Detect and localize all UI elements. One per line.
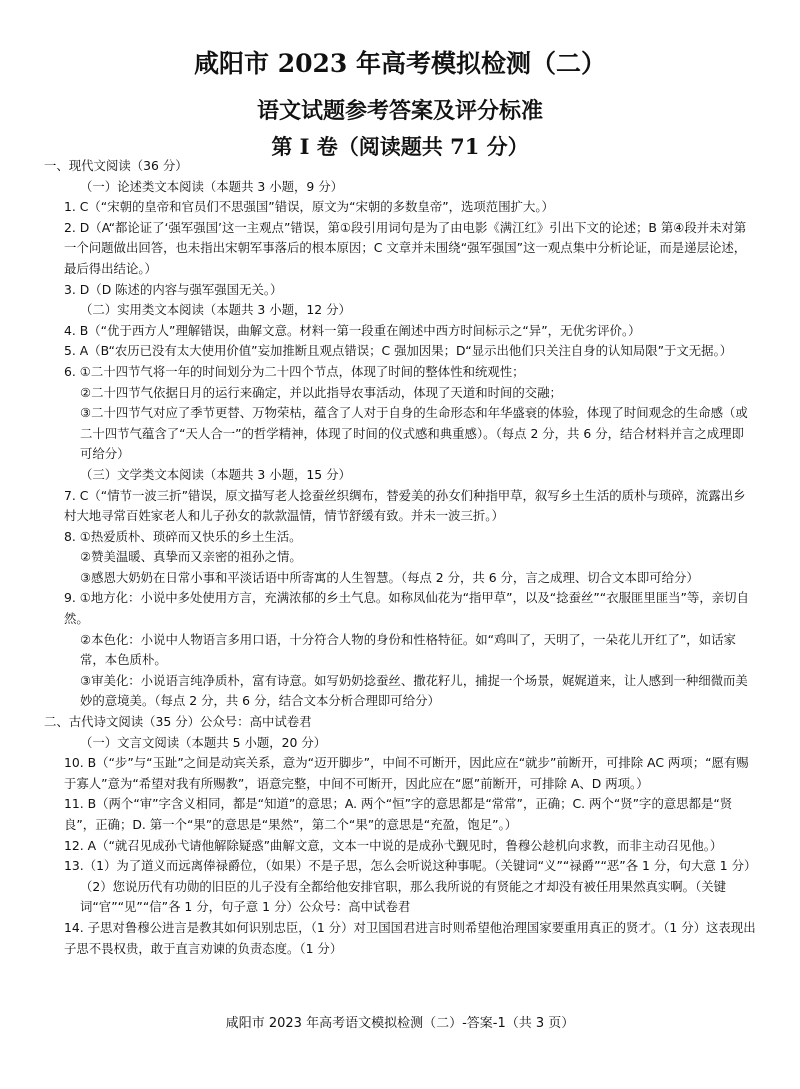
answer-line: ③感恩大奶奶在日常小事和平淡话语中所寄寓的人生智慧。（每点 2 分，共 6 分，言之成理、切合文本即可给分） — [80, 569, 699, 585]
answer-line: 8. ①热爱质朴、琐碎而又快乐的乡土生活。 — [64, 528, 302, 544]
answer-line: 1. C（“宋朝的皇帝和官员们不思强国”错误，原文为“宋朝的多数皇帝”，选项范围扩大。） — [64, 199, 554, 215]
subsection-heading: （一）论述类文本阅读（本题共 3 小题，9 分） — [80, 178, 344, 194]
section-heading: 一、现代文阅读（36 分） — [44, 158, 188, 173]
section-heading: 二、古代诗文阅读（35 分）公众号：高中试卷君 — [44, 714, 312, 730]
document-title: 咸阳市 2023 年高考模拟检测（二） — [194, 49, 606, 78]
answer-line: 7. C（“情节一波三折”错误，原文描写老人捻蚕丝织绸布，替爱美的孙女们种指甲草，叙写乡土生活的质朴与琐碎，流露出乡村大地寻常百姓家老人和儿子孙女的款款温情，情节舒缓有致。并未一波三折。） — [64, 487, 746, 524]
answer-line: 4. B（“优于西方人”理解错误，曲解文意。材料一第一段重在阐述中西方时间标示之“异”，无优劣评价。） — [64, 322, 641, 338]
answer-line: 2. D（A“都论证了‘强军强国’这一主观点”错误，第①段引用词句是为了由电影《满江红》引出下文的论述；B 第④段并未对第一个问题做出回答，也未指出宋朝军事落后的根本原因；C 文章并未围绕“强军强国”这一观点集中分析论证，而是递层论述，最后得出结论。） — [64, 219, 747, 276]
answer-line: 5. A（B“农历已没有太大使用价值”妄加推断且观点错误；C 强加因果；D“显示出他们只关注自身的认知局限”于文无据。） — [64, 343, 733, 359]
answer-line: 14. 子思对鲁穆公进言是教其如何识别忠臣，（1 分）对卫国国君进言时则希望他治理国家要重用真正的贤才。（1 分）这表现出子思不畏权贵，敢于直言劝谏的负责态度。（1 分） — [64, 919, 756, 956]
answer-line: 13.（1）为了道义而远离俸禄爵位，（如果）不是子思，怎么会听说这种事呢。（关键词“义”“禄爵”“恶”各 1 分，句大意 1 分） — [64, 858, 757, 874]
answer-line: 11. B（两个“审”字含义相同，都是“知道”的意思；A. 两个“恒”字的意思都是“常常”，正确；C. 两个“贤”字的意思都是“贤良”，正确；D. 第一个“果”的意思是“果然”，第二个“果”的意思是“充盈，饱足”。） — [64, 796, 733, 832]
page-footer: 咸阳市 2023 年高考语文模拟检测（二）-答案-1（共 3 页） — [225, 1016, 575, 1031]
part-title: 第 I 卷（阅读题共 71 分） — [271, 134, 529, 159]
subsection-heading: （二）实用类文本阅读（本题共 3 小题，12 分） — [80, 302, 351, 318]
answer-line: 10. B（“步”与“玉趾”之间是动宾关系，意为“迈开脚步”，中间不可断开，因此应在“就步”前断开，可排除 AC 两项；“愿有赐于寡人”意为“希望对我有所赐教”，语意完整，中间不可断开，因此应在“愿”前断开，可排除 A、D 两项。） — [64, 755, 749, 791]
answer-line: ②本色化：小说中人物语言多用口语，十分符合人物的身份和性格特征。如“鸡叫了，天明了，一朵花儿开红了”，如话家常，本色质朴。 — [80, 631, 736, 668]
subsection-heading: （三）文学类文本阅读（本题共 3 小题，15 分） — [80, 466, 351, 482]
answer-body — [44, 156, 756, 959]
answer-line: ②二十四节气依据日月的运行来确定，并以此指导农事活动，体现了天道和时间的交融； — [80, 384, 562, 400]
answer-line: 6. ①二十四节气将一年的时间划分为二十四个节点，体现了时间的整体性和统观性； — [64, 363, 525, 379]
answer-line: 9. ①地方化：小说中多处使用方言，充满浓郁的乡土气息。如称凤仙花为“指甲草”，以及“捻蚕丝”“衣服匪里匪当”等，亲切自然。 — [64, 590, 749, 627]
answer-line: ③二十四节气对应了季节更替、万物荣枯，蕴含了人对于自身的生命形态和年华盛衰的体验，体现了时间观念的生命感（或二十四节气蕴含了“天人合一”的哲学精神，体现了时间的仪式感和典重感）。（每点 2 分，共 6 分，结合材料并言之成理即可给分） — [80, 405, 748, 462]
answer-line: 3. D（D 陈述的内容与强军强国无关。） — [64, 281, 283, 297]
answer-line: 12. A（“就召见成孙弋请他解除疑惑”曲解文意，文本一中说的是成孙弋觐见时，鲁穆公趁机向求教，而非主动召见他。） — [64, 837, 723, 853]
answer-line: ③审美化：小说语言纯净质朴，富有诗意。如写奶奶捻蚕丝、撒花籽儿，捕捉一个场景，娓娓道来，让人感到一种细微而美妙的意境美。（每点 2 分，共 6 分，结合文本分析合理即可给分） — [80, 672, 748, 709]
subsection-heading: （一）文言文阅读（本题共 5 小题，20 分） — [80, 734, 327, 750]
answer-line: （2）您说历代有功勋的旧臣的儿子没有全都给他安排官职，那么我所说的有贤能之才却没有被任用果然真实啊。（关键词“官”“见”“信”各 1 分，句子意 1 分）公众号：高中试卷君 — [80, 878, 726, 915]
answer-line: ②赞美温暖、真挚而又亲密的祖孙之情。 — [80, 549, 302, 565]
document-subtitle: 语文试题参考答案及评分标准 — [256, 98, 543, 124]
